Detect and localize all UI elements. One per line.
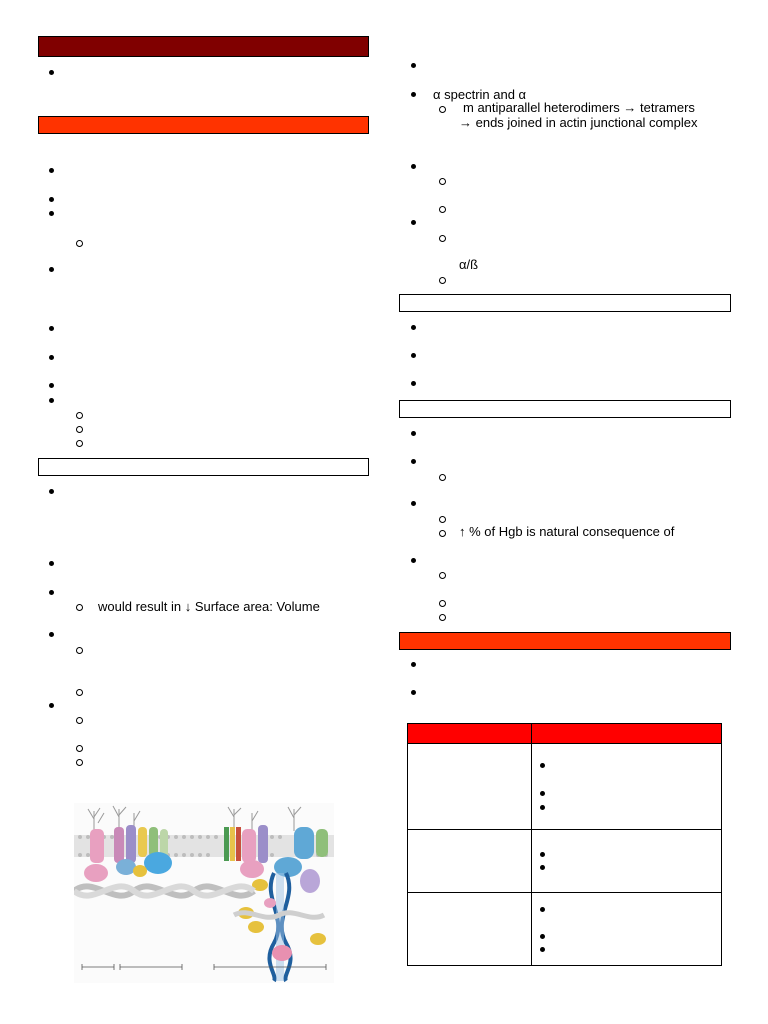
section-header-outline	[399, 294, 731, 312]
bullet	[49, 489, 54, 494]
table-cell	[408, 744, 532, 830]
section-header-dark	[38, 36, 369, 57]
table-header-cell	[532, 724, 722, 744]
bullet	[49, 70, 54, 75]
membrane-skeleton-figure	[74, 803, 334, 983]
bullet	[540, 934, 545, 939]
table-cell	[532, 893, 722, 966]
alpha-beta-text: α/ß	[459, 257, 479, 272]
sub-bullet	[76, 604, 83, 611]
bullet	[411, 353, 416, 358]
table-cell	[408, 830, 532, 893]
bullet	[540, 805, 545, 810]
comparison-table	[407, 723, 722, 966]
bullet	[411, 690, 416, 695]
bullet	[411, 431, 416, 436]
sub-bullet	[439, 530, 446, 537]
bullet	[49, 326, 54, 331]
sub-bullet	[439, 178, 446, 185]
bullet	[411, 220, 416, 225]
bullet	[540, 763, 545, 768]
membrane-skeleton-illustration	[74, 803, 334, 983]
sub-bullet	[76, 717, 83, 724]
hgb-consequence-text: ↑ % of Hgb is natural consequence of	[459, 524, 675, 539]
sub-bullet	[76, 647, 83, 654]
sub-bullet	[439, 235, 446, 242]
bullet	[49, 168, 54, 173]
table-header-cell	[408, 724, 532, 744]
sub-bullet	[439, 614, 446, 621]
sub-bullet	[76, 689, 83, 696]
bullet	[49, 197, 54, 202]
bullet	[540, 865, 545, 870]
ends-joined-text: → ends joined in actin junctional complex	[459, 115, 698, 130]
sub-bullet	[439, 572, 446, 579]
bullet	[411, 558, 416, 563]
bullet	[540, 852, 545, 857]
section-header-red	[38, 116, 369, 134]
bullet	[411, 325, 416, 330]
bullet	[411, 501, 416, 506]
bullet	[49, 267, 54, 272]
bullet	[49, 561, 54, 566]
sub-bullet	[439, 106, 446, 113]
heterodimers-text: m antiparallel heterodimers → tetramers	[463, 100, 695, 115]
table-row	[408, 830, 722, 893]
surface-ratio-text: would result in ↓ Surface area: Volume	[98, 599, 320, 614]
bullet	[49, 398, 54, 403]
section-header-outline	[38, 458, 369, 476]
bullet	[49, 632, 54, 637]
sub-bullet	[76, 412, 83, 419]
bullet	[540, 907, 545, 912]
bullet	[540, 947, 545, 952]
sub-bullet	[76, 440, 83, 447]
bullet	[49, 211, 54, 216]
table-cell	[532, 830, 722, 893]
bullet	[411, 164, 416, 169]
section-header-red	[399, 632, 731, 650]
bullet	[49, 703, 54, 708]
sub-bullet	[76, 240, 83, 247]
bullet	[411, 662, 416, 667]
sub-bullet	[439, 474, 446, 481]
table-cell	[408, 893, 532, 966]
table-cell	[532, 744, 722, 830]
sub-bullet	[439, 516, 446, 523]
bullet	[49, 590, 54, 595]
sub-bullet	[76, 759, 83, 766]
bullet	[411, 459, 416, 464]
bullet	[49, 355, 54, 360]
sub-bullet	[439, 277, 446, 284]
sub-bullet	[76, 745, 83, 752]
bullet	[411, 63, 416, 68]
sub-bullet	[76, 426, 83, 433]
bullet	[49, 383, 54, 388]
sub-bullet	[439, 600, 446, 607]
section-header-outline	[399, 400, 731, 418]
sub-bullet	[439, 206, 446, 213]
bullet	[411, 381, 416, 386]
table-header-row	[408, 724, 722, 744]
table-row	[408, 744, 722, 830]
bullet	[411, 92, 416, 97]
spectrin-intro-text: α spectrin and α	[433, 87, 527, 102]
bullet	[540, 791, 545, 796]
table-row	[408, 893, 722, 966]
